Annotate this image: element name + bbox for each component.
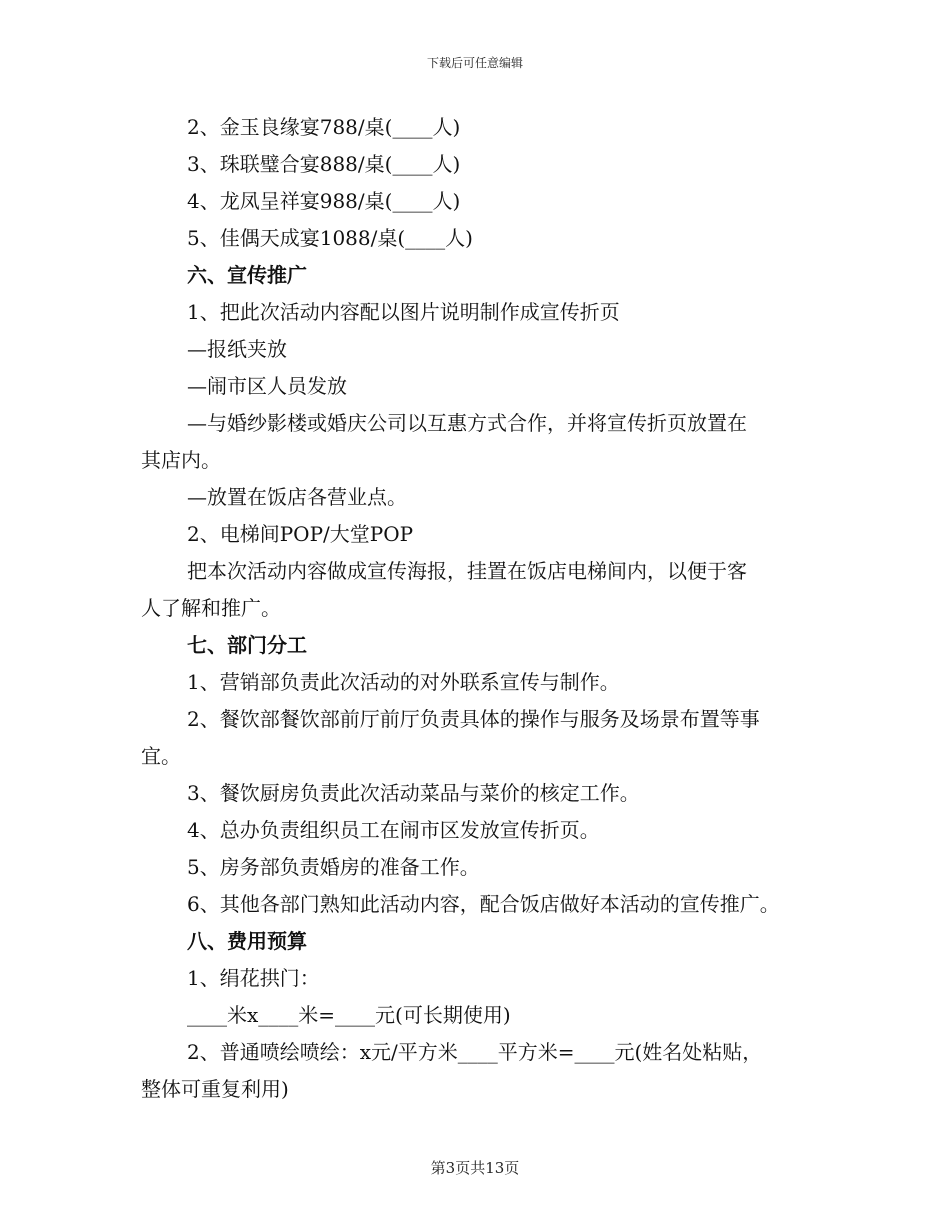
menu-item: 3、珠联璧合宴888/桌(____人) [187, 152, 461, 176]
paragraph: 2、普通喷绘喷绘：x元/平方米____平方米=____元(姓名处粘贴， [187, 1040, 763, 1064]
menu-item: 2、金玉良缘宴788/桌(____人) [187, 115, 461, 139]
section-heading: 八、费用预算 [187, 929, 307, 953]
paragraph: —放置在饭店各营业点。 [187, 485, 407, 509]
paragraph: 5、房务部负责婚房的准备工作。 [187, 855, 480, 879]
paragraph: 1、把此次活动内容配以图片说明制作成宣传折页 [187, 300, 620, 324]
menu-item: 5、佳偶天成宴1088/桌(____人) [187, 226, 473, 250]
menu-item: 4、龙凤呈祥宴988/桌(____人) [187, 189, 461, 213]
page-header: 下载后可任意编辑 [426, 56, 523, 70]
paragraph: —与婚纱影楼或婚庆公司以互惠方式合作，并将宣传折页放置在 [187, 411, 747, 435]
paragraph: —闹市区人员发放 [187, 374, 347, 398]
paragraph: 人了解和推广。 [141, 596, 281, 620]
paragraph: 4、总办负责组织员工在闹市区发放宣传折页。 [187, 818, 600, 842]
paragraph: 把本次活动内容做成宣传海报，挂置在饭店电梯间内，以便于客 [187, 559, 747, 583]
paragraph: ____米x____米=____元(可长期使用) [187, 1003, 511, 1027]
paragraph: 其店内。 [141, 448, 221, 472]
section-heading: 六、宣传推广 [187, 263, 307, 287]
paragraph: 1、绢花拱门： [187, 966, 320, 990]
paragraph: 2、电梯间POP/大堂POP [187, 522, 414, 546]
paragraph: 3、餐饮厨房负责此次活动菜品与菜价的核定工作。 [187, 781, 640, 805]
paragraph: 宜。 [141, 744, 181, 768]
paragraph: —报纸夹放 [187, 337, 287, 361]
paragraph: 6、其他各部门熟知此活动内容，配合饭店做好本活动的宣传推广。 [187, 892, 780, 916]
paragraph: 整体可重复利用) [141, 1077, 289, 1101]
section-heading: 七、部门分工 [187, 633, 307, 657]
paragraph: 2、餐饮部餐饮部前厅前厅负责具体的操作与服务及场景布置等事 [187, 707, 760, 731]
paragraph: 1、营销部负责此次活动的对外联系宣传与制作。 [187, 670, 620, 694]
page-footer: 第3页共13页 [430, 1159, 520, 1177]
